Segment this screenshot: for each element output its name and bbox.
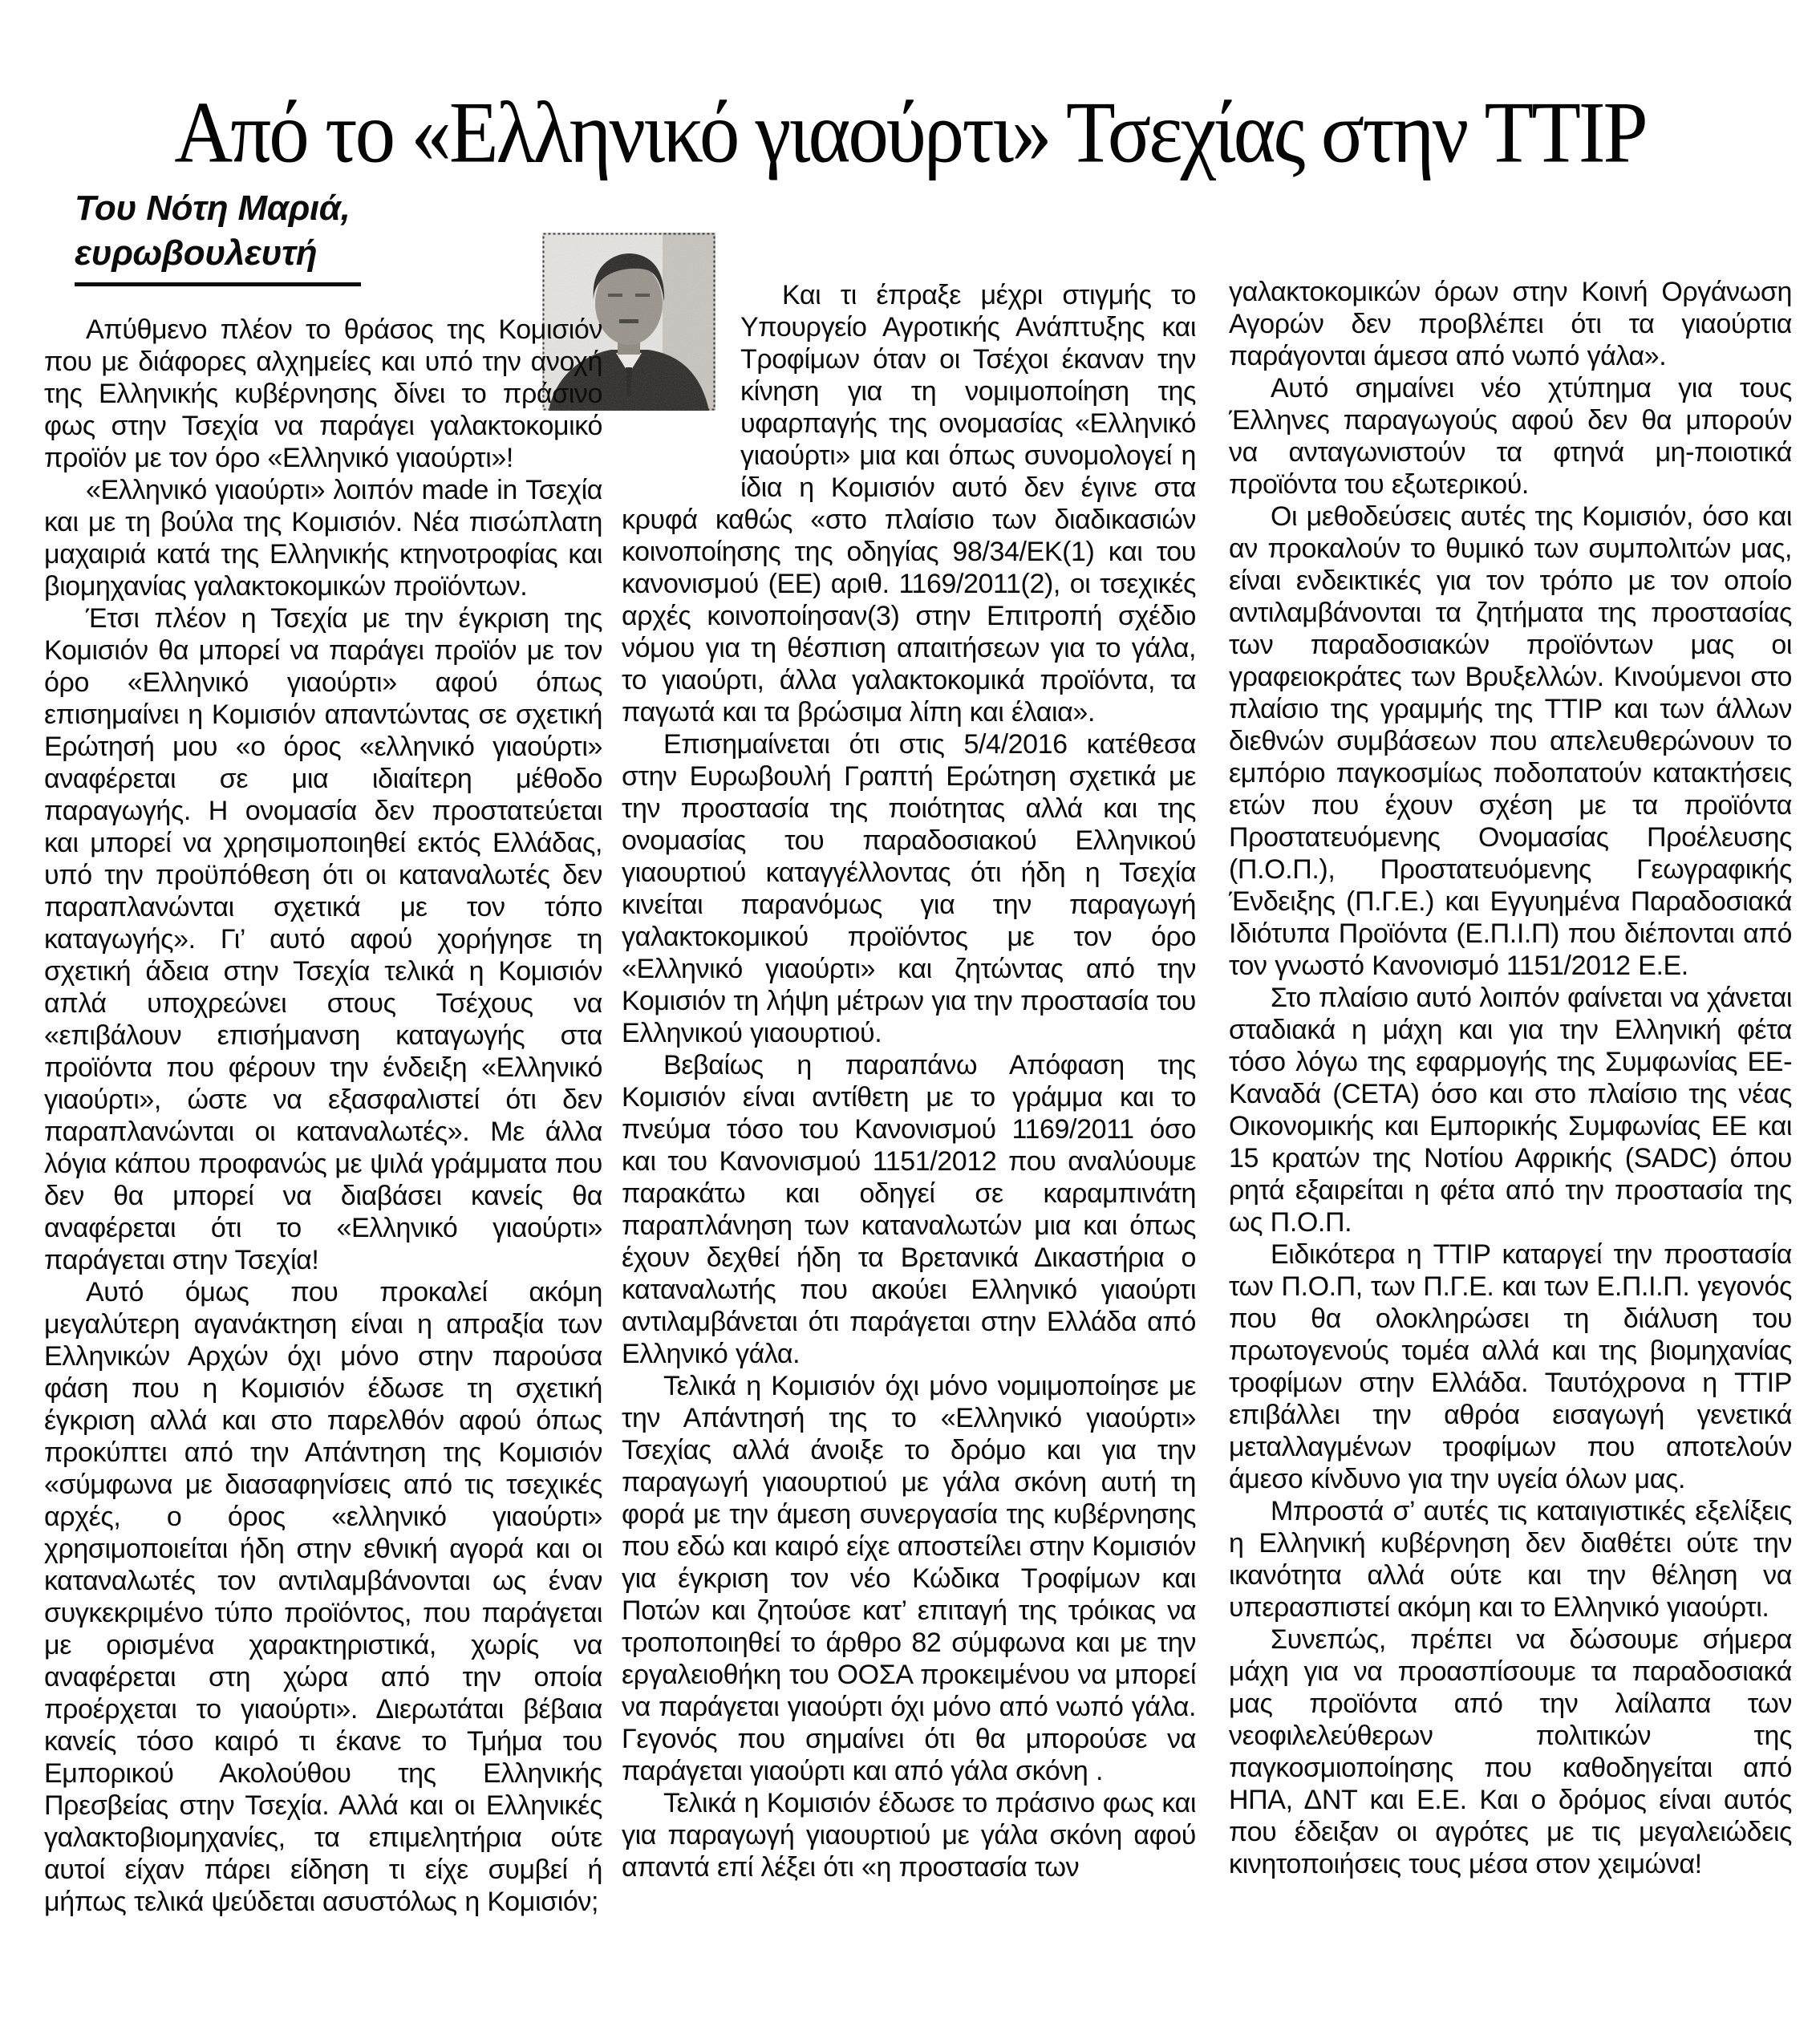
paragraph: «Ελληνικό γιαούρτι» λοιπόν made in Τσεχία και με τη βούλα της Κομισιόν. Νέα πισώπλατη μαχαιριά κατά της Ελληνικής κτηνοτροφίας και βιομηχανίας γαλακτοκομικών προϊόντων. — [44, 475, 602, 602]
article-title: Από το «Ελληνικό γιαούρτι» Τσεχίας στην TTIP — [174, 83, 1646, 180]
byline — [75, 186, 361, 286]
photo-wrap-spacer — [622, 278, 740, 468]
paragraph: Επισημαίνεται ότι στις 5/4/2016 κατέθεσα στην Ευρωβουλή Γραπτή Ερώτηση σχετικά με την προστασία της ποιότητας αλλά και της ονομασίας του παραδοσιακού Ελληνικού γιαουρτιού καταγγέλλοντας ότι ήδη η Τσεχία κινείται παρανόμως για την παραγωγή γαλακτοκομικού προϊόντος με τον όρο «Ελληνικό γιαούρτι» και ζητώντας από την Κομισιόν τη λήψη μέτρων για την προστασία του Ελληνικού γιαουρτιού. — [622, 729, 1196, 1048]
paragraph: Συνεπώς, πρέπει να δώσουμε σήμερα μάχη για να προασπίσουμε τα παραδοσιακά μας προϊόντα από την λαίλαπα των νεοφιλελεύθερων πολιτικών της παγκοσμιοποίησης που καθοδηγείται από ΗΠΑ, ΔΝΤ και Ε.Ε. Και ο δρόμος είναι αυτός που έδειξαν οι αγρότες με τις μεγαλειώδεις κινητοποιήσεις τους μέσα στον χειμώνα! — [1229, 1624, 1792, 1879]
paragraph: Αυτό σημαίνει νέο χτύπημα για τους Έλληνες παραγωγούς αφού δεν θα μπορούν να ανταγωνιστούν τα φτηνά μη-ποιοτικά προϊόντα του εξωτερικού. — [1229, 373, 1792, 500]
paragraph: Απύθμενο πλέον το θράσος της Κομισιόν που με διάφορες αλχημείες και υπό την ανοχή της Ελληνικής κυβέρνησης δίνει το πράσινο φως στην Τσεχία να παράγει γαλακτοκομικό προϊόν με τον όρο «Ελληνικό γιαούρτι»! — [44, 314, 602, 473]
column-1 — [44, 186, 602, 1918]
paragraph: Τελικά η Κομισιόν έδωσε το πράσινο φως και για παραγωγή γιαουρτιού με γάλα σκόνη αφού απαντά επί λέξει ότι «η προστασία των — [622, 1788, 1196, 1883]
column-2 — [622, 279, 1196, 1883]
paragraph: Στο πλαίσιο αυτό λοιπόν φαίνεται να χάνεται σταδιακά η μάχη και για την Ελληνική φέτα τόσο λόγω της εφαρμογής της Συμφωνίας ΕΕ-Καναδά (CETA) όσο και στο πλαίσιο της νέας Οικονομικής και Εμπορικής Συμφωνίας ΕΕ και 15 κρατών της Νοτίου Αφρικής (SADC) όπου ρητά εξαιρείται η φέτα από την προστασία της ως Π.Ο.Π. — [1229, 983, 1792, 1238]
column-3 — [1229, 276, 1792, 1880]
paragraph: Οι μεθοδεύσεις αυτές της Κομισιόν, όσο και αν προκαλούν το θυμικό των συμπολιτών μας, είναι ενδεικτικές για τον τρόπο με τον οποίο αντιλαμβάνονται τα ζητήματα της προστασίας των παραδοσιακών προϊόντων μας οι γραφειοκράτες των Βρυξελλών. Κινούμενοι στο πλαίσιο της γραμμής της TTIP και των άλλων διεθνών συμβάσεων που απελευθερώνουν το εμπόριο παγκοσμίως ποδοπατούν κατακτήσεις ετών που έχουν σχέση με τα προϊόντα Προστατευόμενης Ονομασίας Προέλευσης (Π.Ο.Π.), Προστατευόμενης Γεωγραφικής Ένδειξης (Π.Γ.Ε.) και Εγγυημένα Παραδοσιακά Ιδιότυπα Προϊόντα (Ε.Π.Ι.Π) που διέπονται από τον γνωστό Κανονισμό 1151/2012 Ε.Ε. — [1229, 501, 1792, 981]
byline-role: ευρωβουλευτή — [75, 233, 318, 273]
paragraph: Μπροστά σ’ αυτές τις καταιγιστικές εξελίξεις η Ελληνική κυβέρνηση δεν διαθέτει ούτε την ικανότητα αλλά ούτε και την θέληση να υπερασπιστεί ακόμη και το Ελληνικό γιαούρτι. — [1229, 1496, 1792, 1623]
paragraph: Έτσι πλέον η Τσεχία με την έγκριση της Κομισιόν θα μπορεί να παράγει προϊόν με τον όρο «Ελληνικό γιαούρτι» αφού όπως επισημαίνει η Κομισιόν απαντώντας σε σχετική Ερώτησή μου «ο όρος «ελληνικό γιαούρτι» αναφέρεται σε μια ιδιαίτερη μέθοδο παραγωγής. Η ονομασία δεν προστατεύεται και μπορεί να χρησιμοποιηθεί εκτός Ελλάδας, υπό την προϋπόθεση ότι οι καταναλωτές δεν παραπλανώνται σχετικά με τον τόπο καταγωγής». Γι’ αυτό αφού χορήγησε τη σχετική άδεια στην Τσεχία τελικά η Κομισιόν απλά υποχρεώνει στους Τσέχους να «επιβάλουν επισήμανση καταγωγής στα προϊόντα που φέρουν την ένδειξη «Ελληνικό γιαούρτι», ώστε να εξασφαλιστεί ότι δεν παραπλανώνται οι καταναλωτές». Με άλλα λόγια κάπου προφανώς με ψιλά γράμματα που δεν θα μπορεί να διαβάσει κανείς θα αναφέρεται ότι το «Ελληνικό γιαούρτι» παράγεται στην Τσεχία! — [44, 603, 602, 1275]
paragraph: γαλακτοκομικών όρων στην Κοινή Οργάνωση Αγορών δεν προβλέπει ότι τα γιαούρτια παράγονται άμεσα από νωπό γάλα». — [1229, 277, 1792, 371]
paragraph: Αυτό όμως που προκαλεί ακόμη μεγαλύτερη αγανάκτηση είναι η απραξία των Ελληνικών Αρχών όχι μόνο στην παρούσα φάση που η Κομισιόν έδωσε τη σχετική έγκριση αλλά και στο παρελθόν αφού όπως προκύπτει από την Απάντηση της Κομισιόν «σύμφωνα με διασαφηνίσεις από τις τσεχικές αρχές, ο όρος «ελληνικό γιαούρτι» χρησιμοποιείται ήδη στην εθνική αγορά και οι καταναλωτές τον αντιλαμβάνονται ως έναν συγκεκριμένο τύπο προϊόντος, που παράγεται με ορισμένα χαρακτηριστικά, χωρίς να αναφέρεται στη χώρα από την οποία προέρχεται το γιαούρτι». Διερωτάται βέβαια κανείς τόσο καιρό τι έκανε το Τμήμα του Εμπορικού Ακολούθου της Ελληνικής Πρεσβείας στην Τσεχία. Αλλά και οι Ελληνικές γαλακτοβιομηχανίες, τα επιμελητήρια ούτε αυτοί είχαν πάρει είδηση τι είχε συμβεί ή μήπως τελικά ψεύδεται ασυστόλως η Κομισιόν; — [44, 1277, 602, 1917]
paragraph: Και τι έπραξε μέχρι στιγμής το Υπουργείο Αγροτικής Ανάπτυξης και Τροφίμων όταν οι Τσέχοι έκαναν την κίνηση για τη νομιμοποίηση της υφαρπαγής της ονομασίας «Ελληνικό γιαούρτι» μια και όπως συνομολογεί η ίδια η Κομισιόν αυτό δεν έγινε στα κρυφά καθώς «στο πλαίσιο των διαδικασιών κοινοποίησης της οδηγίας 98/34/ΕΚ(1) και του κανονισμού (ΕΕ) αριθ. 1169/2011(2), οι τσεχικές αρχές κοινοποίησαν(3) στην Επιτροπή σχέδιο νόμου για τη θέσπιση απαιτήσεων για το γάλα, το γιαούρτι, άλλα γαλακτοκομικά προϊόντα, τα παγωτά και τα βρώσιμα λίπη και έλαια». — [622, 280, 1196, 728]
paragraph: Βεβαίως η παραπάνω Απόφαση της Κομισιόν είναι αντίθετη με το γράμμα και το πνεύμα τόσο του Κανονισμού 1169/2011 όσο και του Κανονισμού 1151/2012 που αναλύουμε παρακάτω και οδηγεί σε καραμπινάτη παραπλάνηση των καταναλωτών μια και όπως έχουν δεχθεί ήδη τα Βρετανικά Δικαστήρια ο καταναλωτής που ακούει Ελληνικό γιαούρτι αντιλαμβάνεται ότι παράγεται στην Ελλάδα από Ελληνικό γάλα. — [622, 1050, 1196, 1369]
paragraph: Τελικά η Κομισιόν όχι μόνο νομιμοποίησε με την Απάντησή της το «Ελληνικό γιαούρτι» Τσεχίας αλλά άνοιξε το δρόμο και για την παραγωγή γιαουρτιού με γάλα σκόνη αυτή τη φορά με την άμεση συνεργασία της κυβέρνησης που εδώ και καιρό είχε αποστείλει στην Κομισιόν για έγκριση τον νέο Κώδικα Τροφίμων και Ποτών και ζητούσε κατ’ επιταγή της τρόικας να τροποποιηθεί το άρθρο 82 σύμφωνα και με την εργαλειοθήκη του ΟΟΣΑ προκειμένου να μπορεί να παράγεται γιαούρτι όχι μόνο από νωπό γάλα. Γεγονός που σημαίνει ότι θα μπορούσε να παράγεται γιαούρτι και από γάλα σκόνη . — [622, 1371, 1196, 1786]
byline-author: Του Νότη Μαριά, — [75, 188, 351, 228]
paragraph: Ειδικότερα η TTIP καταργεί την προστασία των Π.Ο.Π, των Π.Γ.Ε. και των Ε.Π.Ι.Π. γεγονός που θα ολοκληρώσει τη διάλυση του πρωτογενούς τομέα αλλά και της βιομηχανίας τροφίμων στην Ελλάδα. Ταυτόχρονα η TTIP επιβάλλει την αθρόα εισαγωγή γενετικά μεταλλαγμένων τροφίμων που αποτελούν άμεσο κίνδυνο για την υγεία όλων μας. — [1229, 1239, 1792, 1494]
